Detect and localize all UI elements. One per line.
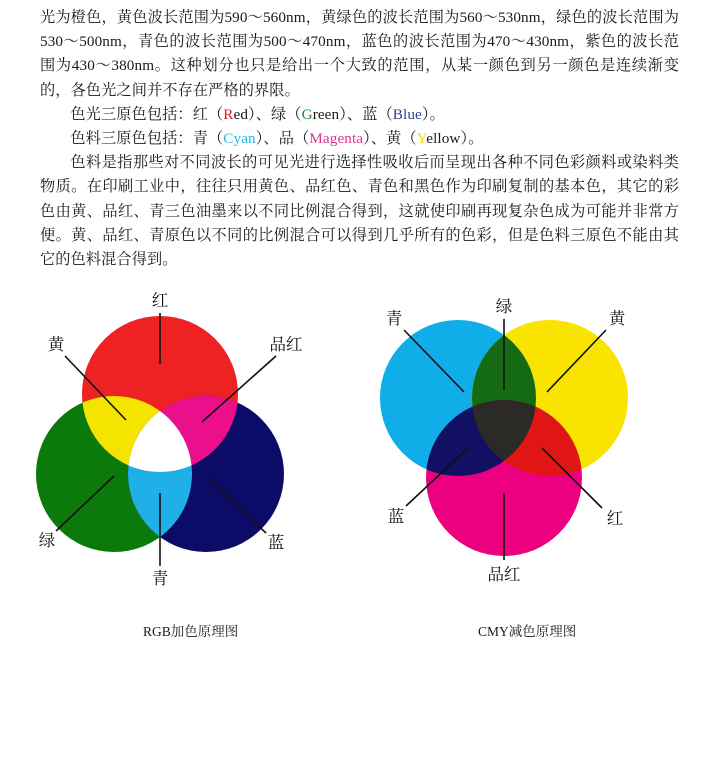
caption-rgb: RGB加色原理图 (143, 624, 239, 639)
sep-1: ）、绿（ (248, 105, 302, 123)
rgb-label-cyan: 青 (151, 570, 169, 588)
cmy-label-blue: 蓝 (387, 508, 405, 526)
letter-M: M (309, 130, 323, 148)
cmy-label-green: 绿 (495, 298, 513, 316)
letter-C: C (223, 130, 234, 148)
paragraph-light-primaries (40, 103, 679, 127)
figure-cmy-subtractive (372, 288, 662, 598)
rgb-label-green: 绿 (38, 532, 56, 550)
figure-captions (0, 622, 712, 646)
letter-Y: Y (416, 130, 427, 148)
caption-cmy: CMY减色原理图 (478, 624, 577, 639)
word-ed: ed (233, 105, 249, 123)
cmy-label-cyan: 青 (385, 310, 403, 328)
sep-6: ）。 (460, 130, 484, 148)
letter-R: R (223, 105, 234, 123)
rgb-label-yellow: 黄 (47, 336, 65, 354)
rgb-label-red: 红 (151, 292, 169, 310)
letter-B: B (392, 105, 404, 123)
sep-4: ）、品（ (255, 130, 310, 148)
sep-5: ）、黄（ (363, 130, 417, 148)
paragraph-pigment-primaries (40, 127, 679, 151)
word-agenta: agenta (322, 130, 364, 148)
figure-row (0, 288, 712, 658)
pigment-primaries-prefix: 色料三原色包括：青（ (70, 130, 224, 148)
word-reen: reen (312, 105, 340, 123)
cmy-label-yellow: 黄 (608, 310, 626, 328)
rgb-label-blue: 蓝 (267, 534, 285, 552)
word-yan: yan (233, 130, 256, 148)
rgb-label-magenta: 品红 (269, 336, 303, 354)
light-primaries-prefix: 色光三原色包括：红（ (70, 105, 224, 123)
figure-rgb-additive (30, 288, 320, 598)
word-ellow: ellow (426, 130, 461, 148)
cmy-label-magenta: 品红 (487, 566, 521, 584)
cmy-label-red: 红 (606, 510, 624, 528)
paragraph-wavelengths: 光为橙色，黄色波长范围为590～560nm，黄绿色的波长范围为560～530nm，绿色的波长范围为530～500nm，青色的波长范围为500～470nm，蓝色的波长范围为470～430nm，紫色的波长范围为430～380nm。这种划分也只是给出一个大致的范围，从某一颜色到另一颜色是连续渐变的，各色光之间并不存在严格的界限。 (40, 9, 679, 99)
sep-2: ）、蓝（ (339, 105, 393, 123)
sep-3: ）。 (421, 105, 445, 123)
word-lue: lue (403, 105, 422, 123)
letter-G: G (301, 105, 313, 123)
paragraph-pigments: 色料是指那些对不同波长的可见光进行选择性吸收后而呈现出各种不同色彩颜料或染料类物质。在印刷工业中，往往只用黄色、品红色、青色和黑色作为印刷复制的基本色，其它的彩色由黄、品红、青三色油墨来以不同比例混合得到，这就使印刷再现复杂色成为可能并非常方便。黄、品红、青原色以不同的比例混合可以得到几乎所有的色彩，但是色料三原色不能由其它的色料混合得到。 (40, 154, 679, 269)
